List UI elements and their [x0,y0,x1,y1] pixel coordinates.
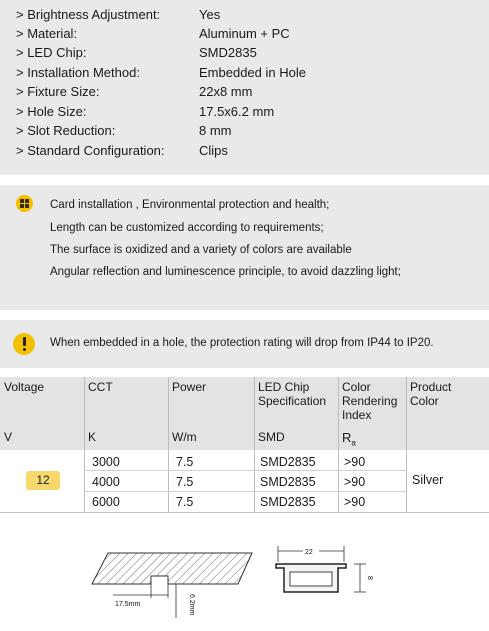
profile-cross-section [276,546,373,592]
voltage-badge: 12 [26,471,60,490]
column-divider [406,377,407,512]
technical-drawing [0,520,489,631]
header-cct: CCT [88,380,113,394]
spec-value: SMD2835 [199,45,257,60]
grid-icon [16,195,33,212]
spec-key: > Slot Reduction: [16,123,116,138]
power-cell: 7.5 [176,475,194,489]
chip-cell: SMD2835 [260,495,316,509]
header-voltage: Voltage [4,380,45,394]
spec-value: Clips [199,143,228,158]
specs-panel [0,0,489,175]
hole-depth-label: 6.2mm [188,594,195,616]
cct-cell: 6000 [92,495,120,509]
hole-width-label: 17.5mm [115,601,141,608]
feature-line: The surface is oxidized and a variety of colors are available [50,244,352,256]
cct-cell: 3000 [92,455,120,469]
profile-height-label: 8 [366,576,373,580]
spec-key: > Hole Size: [16,104,87,119]
chip-cell: SMD2835 [260,455,316,469]
row-divider [84,470,406,471]
chip-cell: SMD2835 [260,475,316,489]
features-panel [0,185,489,310]
spec-key: > Material: [16,26,78,41]
exclamation-icon [13,333,35,355]
row-divider [84,491,406,492]
cct-cell: 4000 [92,475,120,489]
spec-value: Yes [199,7,221,22]
spec-key: > Brightness Adjustment: [16,7,161,22]
feature-line: Angular reflection and luminescence principle, to avoid dazzling light; [50,266,401,278]
color-cell: Silver [412,473,444,487]
unit-voltage: V [4,430,13,444]
table-bottom-rule [0,512,489,513]
spec-value: Aluminum + PC [199,26,290,41]
feature-line: Length can be customized according to requirements; [50,222,324,234]
unit-chip: SMD [258,430,285,444]
spec-value: 22x8 mm [199,84,253,99]
cri-cell: >90 [344,475,366,489]
spec-key: > Installation Method: [16,65,140,80]
spec-key: > Standard Configuration: [16,143,165,158]
spec-value: 17.5x6.2 mm [199,104,275,119]
profile-width-label: 22 [305,549,313,556]
power-cell: 7.5 [176,455,194,469]
cri-cell: >90 [344,455,366,469]
table-header [0,377,489,450]
spec-value: Embedded in Hole [199,65,306,80]
feature-line: Card installation , Environmental protection and health; [50,199,330,211]
spec-value: 8 mm [199,123,232,138]
warning-panel [0,320,489,368]
header-product-color: Product Color [410,380,452,408]
unit-cri: $R_a$ [342,430,356,448]
cri-cell: >90 [344,495,366,509]
unit-power: W/m [172,430,197,444]
warning-text: When embedded in a hole, the protection rating will drop from IP44 to IP20. [50,337,434,349]
header-cri: Color Rendering Index [342,380,398,422]
unit-cct: K [88,430,97,444]
spec-key: > LED Chip: [16,45,87,60]
header-power: Power [172,380,207,394]
hole-cross-section [92,553,252,618]
power-cell: 7.5 [176,495,194,509]
header-led-chip: LED Chip Specification [258,380,327,408]
spec-key: > Fixture Size: [16,84,100,99]
